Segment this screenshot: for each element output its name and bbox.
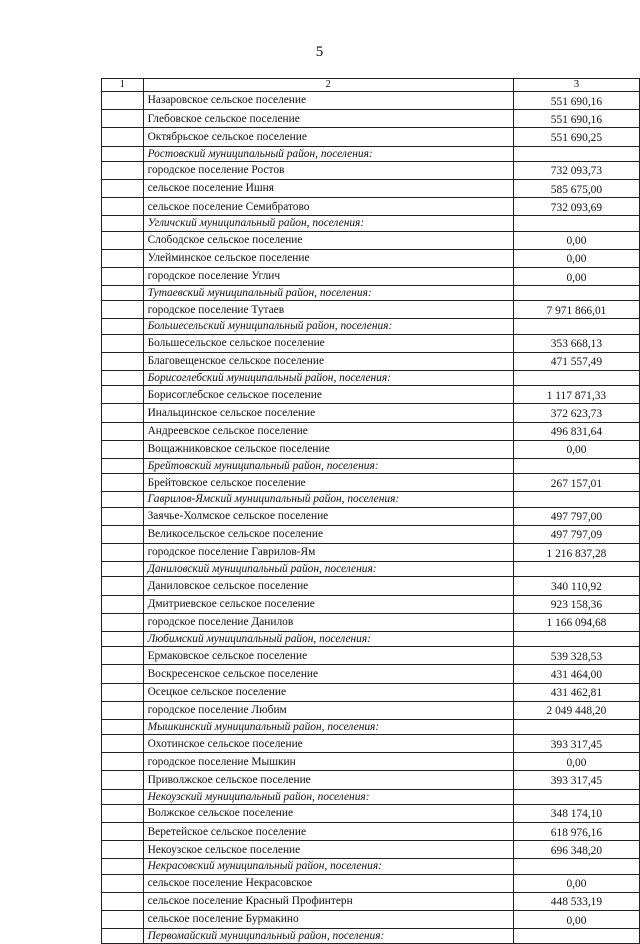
table-row xyxy=(102,440,640,458)
table-row xyxy=(102,474,640,492)
settlement-name: Приволжское сельское поселение xyxy=(143,771,513,789)
district-header-row xyxy=(102,146,640,161)
district-header-row xyxy=(102,929,640,944)
amount-cell: 539 328,53 xyxy=(513,647,639,665)
row-number-cell xyxy=(102,231,144,249)
district-header-row xyxy=(102,719,640,734)
district-name: Некоузский муниципальный район, поселения: xyxy=(143,789,513,804)
amount-cell xyxy=(513,631,639,646)
row-number-cell xyxy=(102,771,144,789)
table-row xyxy=(102,543,640,561)
settlement-name: Осецкое сельское поселение xyxy=(143,683,513,701)
row-number-cell xyxy=(102,386,144,404)
settlement-name: Некоузское сельское поселение xyxy=(143,841,513,859)
settlement-name: Волжское сельское поселение xyxy=(143,804,513,822)
allocation-table xyxy=(101,78,640,944)
table-row xyxy=(102,892,640,910)
district-name: Борисоглебский муниципальный район, поселения: xyxy=(143,371,513,386)
row-number-cell xyxy=(102,665,144,683)
amount-cell: 497 797,00 xyxy=(513,507,639,525)
amount-cell: 2 049 448,20 xyxy=(513,701,639,719)
settlement-name: Брейтовское сельское поселение xyxy=(143,474,513,492)
table-row xyxy=(102,301,640,319)
district-header-row xyxy=(102,216,640,231)
amount-cell: 551 690,25 xyxy=(513,128,639,146)
amount-cell: 497 797,09 xyxy=(513,525,639,543)
header-col-1: 1 xyxy=(102,79,144,92)
row-number-cell xyxy=(102,859,144,874)
page-number: 5 xyxy=(315,44,325,60)
settlement-name: Веретейское сельское поселение xyxy=(143,823,513,841)
settlement-name: Инальцинское сельское поселение xyxy=(143,404,513,422)
row-number-cell xyxy=(102,179,144,197)
settlement-name: Назаровское сельское поселение xyxy=(143,92,513,110)
table-row xyxy=(102,595,640,613)
row-number-cell xyxy=(102,371,144,386)
row-number-cell xyxy=(102,543,144,561)
settlement-name: городское поселение Углич xyxy=(143,267,513,285)
settlement-name: Глебовское сельское поселение xyxy=(143,110,513,128)
amount-cell: 732 093,73 xyxy=(513,161,639,179)
row-number-cell xyxy=(102,804,144,822)
row-number-cell xyxy=(102,683,144,701)
table-row xyxy=(102,92,640,110)
amount-cell: 1 216 837,28 xyxy=(513,543,639,561)
table-row xyxy=(102,422,640,440)
amount-cell: 431 462,81 xyxy=(513,683,639,701)
table-row xyxy=(102,507,640,525)
amount-cell: 0,00 xyxy=(513,267,639,285)
amount-cell: 471 557,49 xyxy=(513,352,639,370)
district-name: Ростовский муниципальный район, поселения: xyxy=(143,146,513,161)
row-number-cell xyxy=(102,422,144,440)
settlement-name: городское поселение Гаврилов-Ям xyxy=(143,543,513,561)
settlement-name: городское поселение Мышкин xyxy=(143,753,513,771)
table-row xyxy=(102,771,640,789)
row-number-cell xyxy=(102,146,144,161)
amount-cell: 348 174,10 xyxy=(513,804,639,822)
district-header-row xyxy=(102,789,640,804)
amount-cell: 372 623,73 xyxy=(513,404,639,422)
table-row xyxy=(102,128,640,146)
row-number-cell xyxy=(102,110,144,128)
district-name: Мышкинский муниципальный район, поселения: xyxy=(143,719,513,734)
district-header-row xyxy=(102,562,640,577)
district-header-row xyxy=(102,319,640,334)
settlement-name: городское поселение Тутаев xyxy=(143,301,513,319)
settlement-name: городское поселение Данилов xyxy=(143,613,513,631)
amount-cell xyxy=(513,216,639,231)
row-number-cell xyxy=(102,647,144,665)
row-number-cell xyxy=(102,334,144,352)
settlement-name: сельское поселение Красный Профинтерн xyxy=(143,892,513,910)
table-row xyxy=(102,647,640,665)
amount-cell xyxy=(513,371,639,386)
settlement-name: Воскресенское сельское поселение xyxy=(143,665,513,683)
amount-cell: 0,00 xyxy=(513,911,639,929)
table-row xyxy=(102,404,640,422)
settlement-name: Ермаковское сельское поселение xyxy=(143,647,513,665)
row-number-cell xyxy=(102,474,144,492)
row-number-cell xyxy=(102,719,144,734)
row-number-cell xyxy=(102,161,144,179)
settlement-name: сельское поселение Семибратово xyxy=(143,198,513,216)
settlement-name: сельское поселение Ишня xyxy=(143,179,513,197)
row-number-cell xyxy=(102,216,144,231)
row-number-cell xyxy=(102,198,144,216)
settlement-name: Охотинское сельское поселение xyxy=(143,735,513,753)
table-row xyxy=(102,701,640,719)
header-col-2: 2 xyxy=(143,79,513,92)
table-row xyxy=(102,874,640,892)
amount-cell: 923 158,36 xyxy=(513,595,639,613)
district-name: Угличский муниципальный район, поселения: xyxy=(143,216,513,231)
settlement-name: городское поселение Любим xyxy=(143,701,513,719)
amount-cell: 551 690,16 xyxy=(513,110,639,128)
table-row xyxy=(102,249,640,267)
amount-cell: 448 533,19 xyxy=(513,892,639,910)
table-row xyxy=(102,386,640,404)
header-col-3: 3 xyxy=(513,79,639,92)
settlement-name: Большесельское сельское поселение xyxy=(143,334,513,352)
row-number-cell xyxy=(102,735,144,753)
table-row xyxy=(102,683,640,701)
amount-cell: 1 117 871,33 xyxy=(513,386,639,404)
row-number-cell xyxy=(102,440,144,458)
amount-cell xyxy=(513,789,639,804)
row-number-cell xyxy=(102,631,144,646)
table-row xyxy=(102,161,640,179)
row-number-cell xyxy=(102,507,144,525)
table-body xyxy=(102,79,640,944)
table-row xyxy=(102,231,640,249)
table-row xyxy=(102,198,640,216)
row-number-cell xyxy=(102,753,144,771)
amount-cell: 0,00 xyxy=(513,249,639,267)
row-number-cell xyxy=(102,701,144,719)
amount-cell: 267 157,01 xyxy=(513,474,639,492)
amount-cell: 431 464,00 xyxy=(513,665,639,683)
amount-cell xyxy=(513,859,639,874)
district-name: Гаврилов-Ямский муниципальный район, поселения: xyxy=(143,492,513,507)
settlement-name: сельское поселение Некрасовское xyxy=(143,874,513,892)
district-header-row xyxy=(102,286,640,301)
table-row xyxy=(102,735,640,753)
amount-cell: 585 675,00 xyxy=(513,179,639,197)
amount-cell xyxy=(513,286,639,301)
district-name: Любимский муниципальный район, поселения: xyxy=(143,631,513,646)
row-number-cell xyxy=(102,911,144,929)
district-header-row xyxy=(102,631,640,646)
row-number-cell xyxy=(102,267,144,285)
amount-cell: 0,00 xyxy=(513,440,639,458)
row-number-cell xyxy=(102,128,144,146)
row-number-cell xyxy=(102,352,144,370)
row-number-cell xyxy=(102,286,144,301)
row-number-cell xyxy=(102,562,144,577)
settlement-name: Вощажниковское сельское поселение xyxy=(143,440,513,458)
district-header-row xyxy=(102,859,640,874)
table-row xyxy=(102,577,640,595)
row-number-cell xyxy=(102,492,144,507)
row-number-cell xyxy=(102,249,144,267)
table-row xyxy=(102,334,640,352)
settlement-name: Великосельское сельское поселение xyxy=(143,525,513,543)
settlement-name: городское поселение Ростов xyxy=(143,161,513,179)
table-row xyxy=(102,267,640,285)
row-number-cell xyxy=(102,823,144,841)
amount-cell xyxy=(513,146,639,161)
district-name: Тутаевский муниципальный район, поселения: xyxy=(143,286,513,301)
district-name: Первомайский муниципальный район, поселения: xyxy=(143,929,513,944)
settlement-name: Заячье-Холмское сельское поселение xyxy=(143,507,513,525)
amount-cell xyxy=(513,492,639,507)
row-number-cell xyxy=(102,92,144,110)
row-number-cell xyxy=(102,577,144,595)
amount-cell: 1 166 094,68 xyxy=(513,613,639,631)
table-row xyxy=(102,911,640,929)
settlement-name: Борисоглебское сельское поселение xyxy=(143,386,513,404)
district-header-row xyxy=(102,459,640,474)
amount-cell: 551 690,16 xyxy=(513,92,639,110)
row-number-cell xyxy=(102,525,144,543)
amount-cell: 353 668,13 xyxy=(513,334,639,352)
settlement-name: Дмитриевское сельское поселение xyxy=(143,595,513,613)
amount-cell: 0,00 xyxy=(513,231,639,249)
district-name: Брейтовский муниципальный район, поселения: xyxy=(143,459,513,474)
amount-cell: 393 317,45 xyxy=(513,735,639,753)
district-name: Некрасовский муниципальный район, поселения: xyxy=(143,859,513,874)
table-row xyxy=(102,665,640,683)
settlement-name: Андреевское сельское поселение xyxy=(143,422,513,440)
table-row xyxy=(102,110,640,128)
amount-cell: 0,00 xyxy=(513,753,639,771)
amount-cell: 7 971 866,01 xyxy=(513,301,639,319)
amount-cell: 393 317,45 xyxy=(513,771,639,789)
table-row xyxy=(102,804,640,822)
table-row xyxy=(102,525,640,543)
district-name: Даниловский муниципальный район, поселения: xyxy=(143,562,513,577)
amount-cell xyxy=(513,929,639,944)
row-number-cell xyxy=(102,301,144,319)
row-number-cell xyxy=(102,404,144,422)
amount-cell xyxy=(513,562,639,577)
row-number-cell xyxy=(102,789,144,804)
row-number-cell xyxy=(102,319,144,334)
table-row xyxy=(102,613,640,631)
table-row xyxy=(102,823,640,841)
amount-cell xyxy=(513,459,639,474)
table-row xyxy=(102,352,640,370)
amount-cell: 696 348,20 xyxy=(513,841,639,859)
district-header-row xyxy=(102,492,640,507)
amount-cell: 732 093,69 xyxy=(513,198,639,216)
amount-cell xyxy=(513,719,639,734)
row-number-cell xyxy=(102,459,144,474)
district-header-row xyxy=(102,371,640,386)
settlement-name: Благовещенское сельское поселение xyxy=(143,352,513,370)
row-number-cell xyxy=(102,874,144,892)
district-name: Большесельский муниципальный район, поселения: xyxy=(143,319,513,334)
table-row xyxy=(102,179,640,197)
settlement-name: Улейминское сельское поселение xyxy=(143,249,513,267)
amount-cell: 0,00 xyxy=(513,874,639,892)
settlement-name: Октябрьское сельское поселение xyxy=(143,128,513,146)
settlement-name: Даниловское сельское поселение xyxy=(143,577,513,595)
row-number-cell xyxy=(102,613,144,631)
settlement-name: сельское поселение Бурмакино xyxy=(143,911,513,929)
amount-cell: 496 831,64 xyxy=(513,422,639,440)
row-number-cell xyxy=(102,892,144,910)
amount-cell: 340 110,92 xyxy=(513,577,639,595)
amount-cell: 618 976,16 xyxy=(513,823,639,841)
table-row xyxy=(102,753,640,771)
settlement-name: Слободское сельское поселение xyxy=(143,231,513,249)
row-number-cell xyxy=(102,595,144,613)
amount-cell xyxy=(513,319,639,334)
table-row xyxy=(102,841,640,859)
table-header-row xyxy=(102,79,640,92)
row-number-cell xyxy=(102,929,144,944)
row-number-cell xyxy=(102,841,144,859)
